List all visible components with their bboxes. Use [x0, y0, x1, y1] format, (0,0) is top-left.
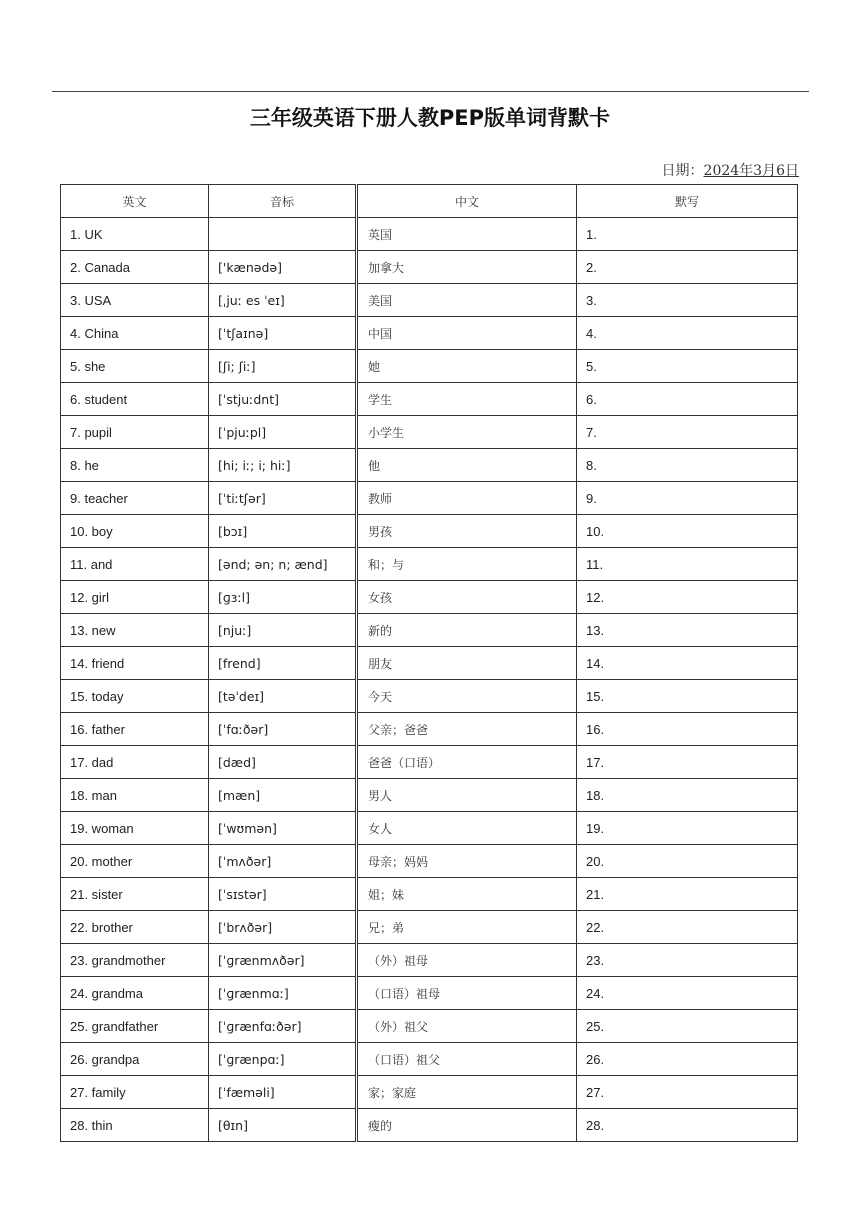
chinese-cell: 男孩 [357, 515, 577, 548]
dictation-cell: 13. [577, 614, 798, 647]
word-cell: 24. grandma [61, 977, 209, 1010]
table-row [61, 944, 798, 977]
chinese-cell: （外）祖父 [357, 1010, 577, 1043]
word-cell: 9. teacher [61, 482, 209, 515]
word-cell: 17. dad [61, 746, 209, 779]
chinese-cell: 今天 [357, 680, 577, 713]
chinese-cell: 她 [357, 350, 577, 383]
dictation-cell: 28. [577, 1109, 798, 1142]
dictation-cell: 21. [577, 878, 798, 911]
chinese-cell: 加拿大 [357, 251, 577, 284]
chinese-cell: 姐；妹 [357, 878, 577, 911]
chinese-cell: 和；与 [357, 548, 577, 581]
table-row [61, 680, 798, 713]
header-english: 英文 [61, 185, 209, 218]
word-cell: 21. sister [61, 878, 209, 911]
dictation-cell: 11. [577, 548, 798, 581]
dictation-cell: 4. [577, 317, 798, 350]
phonetic-cell: [ɡɜːl] [209, 581, 357, 614]
dictation-cell: 15. [577, 680, 798, 713]
word-cell: 18. man [61, 779, 209, 812]
chinese-cell: 父亲；爸爸 [357, 713, 577, 746]
word-cell: 12. girl [61, 581, 209, 614]
word-cell: 7. pupil [61, 416, 209, 449]
date-value: 2024年3月6日 [703, 163, 799, 179]
chinese-cell: 女人 [357, 812, 577, 845]
dictation-cell: 23. [577, 944, 798, 977]
word-cell: 8. he [61, 449, 209, 482]
dictation-cell: 17. [577, 746, 798, 779]
chinese-cell: 中国 [357, 317, 577, 350]
table-row [61, 911, 798, 944]
word-cell: 1. UK [61, 218, 209, 251]
dictation-cell: 18. [577, 779, 798, 812]
header-chinese: 中文 [357, 185, 577, 218]
phonetic-cell: [ˈɡrænmʌðər] [209, 944, 357, 977]
table-row [61, 845, 798, 878]
phonetic-cell: [ˈpjuːpl] [209, 416, 357, 449]
table-row [61, 1109, 798, 1142]
chinese-cell: （口语）祖母 [357, 977, 577, 1010]
phonetic-cell: [ˈɡrænmɑː] [209, 977, 357, 1010]
dictation-cell: 20. [577, 845, 798, 878]
table-row [61, 251, 798, 284]
word-cell: 14. friend [61, 647, 209, 680]
word-cell: 28. thin [61, 1109, 209, 1142]
table-row [61, 548, 798, 581]
date-line [662, 160, 799, 180]
phonetic-cell: [ˌjuː es ˈeɪ] [209, 284, 357, 317]
phonetic-cell: [ˈstjuːdnt] [209, 383, 357, 416]
date-label: 日期： [661, 163, 704, 179]
word-cell: 16. father [61, 713, 209, 746]
word-cell: 6. student [61, 383, 209, 416]
dictation-cell: 1. [577, 218, 798, 251]
word-cell: 26. grandpa [61, 1043, 209, 1076]
header-phonetic: 音标 [209, 185, 357, 218]
dictation-cell: 14. [577, 647, 798, 680]
phonetic-cell: [ˈwʊmən] [209, 812, 357, 845]
chinese-cell: 学生 [357, 383, 577, 416]
dictation-cell: 6. [577, 383, 798, 416]
word-cell: 19. woman [61, 812, 209, 845]
table-row [61, 977, 798, 1010]
table-row [61, 779, 798, 812]
phonetic-cell: [njuː] [209, 614, 357, 647]
table-row [61, 284, 798, 317]
table-row [61, 812, 798, 845]
phonetic-cell: [ˈmʌðər] [209, 845, 357, 878]
dictation-cell: 24. [577, 977, 798, 1010]
dictation-cell: 12. [577, 581, 798, 614]
chinese-cell: 美国 [357, 284, 577, 317]
word-cell: 20. mother [61, 845, 209, 878]
word-cell: 25. grandfather [61, 1010, 209, 1043]
dictation-cell: 19. [577, 812, 798, 845]
word-cell: 2. Canada [61, 251, 209, 284]
phonetic-cell: [ˈɡrænpɑː] [209, 1043, 357, 1076]
word-cell: 3. USA [61, 284, 209, 317]
phonetic-cell: [ˈsɪstər] [209, 878, 357, 911]
phonetic-cell: [bɔɪ] [209, 515, 357, 548]
table-row [61, 515, 798, 548]
word-cell: 22. brother [61, 911, 209, 944]
dictation-cell: 5. [577, 350, 798, 383]
chinese-cell: （外）祖母 [357, 944, 577, 977]
dictation-cell: 8. [577, 449, 798, 482]
dictation-cell: 3. [577, 284, 798, 317]
table-row [61, 350, 798, 383]
table-row [61, 581, 798, 614]
word-cell: 11. and [61, 548, 209, 581]
chinese-cell: 瘦的 [357, 1109, 577, 1142]
phonetic-cell: [ˈbrʌðər] [209, 911, 357, 944]
chinese-cell: 母亲；妈妈 [357, 845, 577, 878]
chinese-cell: 男人 [357, 779, 577, 812]
dictation-cell: 25. [577, 1010, 798, 1043]
word-cell: 23. grandmother [61, 944, 209, 977]
table-row [61, 449, 798, 482]
table-row [61, 383, 798, 416]
phonetic-cell: ['kænədə] [209, 251, 357, 284]
phonetic-cell: [ˈtʃaɪnə] [209, 317, 357, 350]
phonetic-cell: [hi; iː; i; hiː] [209, 449, 357, 482]
chinese-cell: 教师 [357, 482, 577, 515]
table-row [61, 317, 798, 350]
chinese-cell: 新的 [357, 614, 577, 647]
chinese-cell: 他 [357, 449, 577, 482]
dictation-cell: 27. [577, 1076, 798, 1109]
phonetic-cell: [ˈtiːtʃər] [209, 482, 357, 515]
dictation-cell: 2. [577, 251, 798, 284]
table-row [61, 614, 798, 647]
table-row [61, 416, 798, 449]
table-row [61, 878, 798, 911]
dictation-cell: 22. [577, 911, 798, 944]
dictation-cell: 7. [577, 416, 798, 449]
dictation-cell: 10. [577, 515, 798, 548]
phonetic-cell: [mæn] [209, 779, 357, 812]
phonetic-cell [209, 218, 357, 251]
table-row [61, 1010, 798, 1043]
table-row [61, 713, 798, 746]
table-body [61, 218, 798, 1142]
phonetic-cell: [ˈfɑːðər] [209, 713, 357, 746]
table-row [61, 1076, 798, 1109]
vocabulary-table [60, 184, 798, 1142]
chinese-cell: （口语）祖父 [357, 1043, 577, 1076]
word-cell: 15. today [61, 680, 209, 713]
phonetic-cell: [ˈfæməli] [209, 1076, 357, 1109]
chinese-cell: 小学生 [357, 416, 577, 449]
chinese-cell: 爸爸（口语） [357, 746, 577, 779]
header-dictation: 默写 [577, 185, 798, 218]
table-row [61, 218, 798, 251]
word-cell: 4. China [61, 317, 209, 350]
chinese-cell: 英国 [357, 218, 577, 251]
chinese-cell: 兄；弟 [357, 911, 577, 944]
phonetic-cell: [frend] [209, 647, 357, 680]
phonetic-cell: [dæd] [209, 746, 357, 779]
dictation-cell: 9. [577, 482, 798, 515]
header-rule [52, 91, 809, 92]
page-title: 三年级英语下册人教PEP版单词背默卡 [249, 106, 611, 130]
phonetic-cell: [ənd; ən; n; ænd] [209, 548, 357, 581]
chinese-cell: 朋友 [357, 647, 577, 680]
dictation-cell: 16. [577, 713, 798, 746]
word-cell: 27. family [61, 1076, 209, 1109]
table-row [61, 647, 798, 680]
table-row [61, 746, 798, 779]
phonetic-cell: [təˈdeɪ] [209, 680, 357, 713]
chinese-cell: 女孩 [357, 581, 577, 614]
phonetic-cell: [θɪn] [209, 1109, 357, 1142]
phonetic-cell: [ʃi; ʃiː] [209, 350, 357, 383]
chinese-cell: 家；家庭 [357, 1076, 577, 1109]
word-cell: 13. new [61, 614, 209, 647]
table-row [61, 1043, 798, 1076]
dictation-cell: 26. [577, 1043, 798, 1076]
phonetic-cell: [ˈɡrænfɑːðər] [209, 1010, 357, 1043]
word-cell: 5. she [61, 350, 209, 383]
table-row [61, 482, 798, 515]
table-header-row [61, 185, 798, 218]
word-cell: 10. boy [61, 515, 209, 548]
